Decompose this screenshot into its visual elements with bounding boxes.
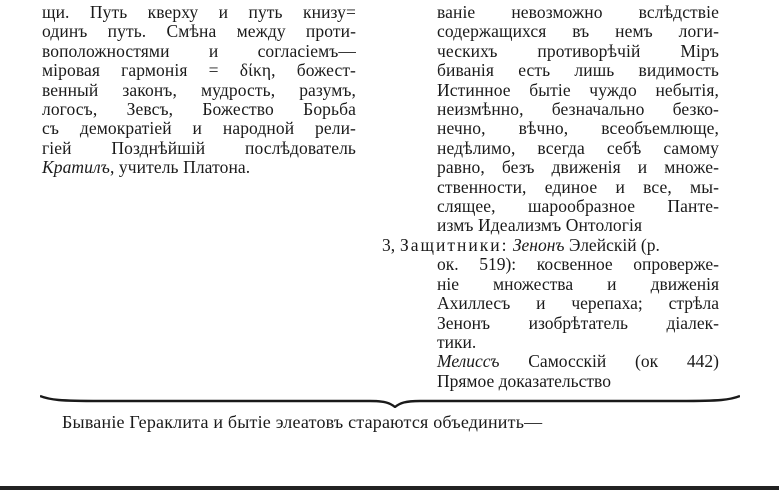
text-line: измъ Идеализмъ Онтологія: [437, 215, 643, 236]
text-line: равно, безъ движенія и множе-: [437, 157, 719, 178]
text-line: недѣлимо, всегда себѣ самому: [437, 137, 719, 158]
text-line: ческихъ противорѣчій Міръ: [437, 40, 719, 61]
kratyl-rest: , учитель Платона.: [109, 157, 251, 178]
text-line: нечно, вѣчно, всеобъемлюще,: [437, 118, 719, 139]
text-line-melissus: [437, 352, 719, 371]
right-column: [437, 3, 719, 236]
text-line: венный законъ, мудрость, разумъ,: [42, 79, 356, 100]
entry-body: [437, 255, 719, 391]
text-line: логосъ, Зевсъ, Божество Борьба: [42, 98, 356, 119]
text-line: неизмѣнно, безначально безко-: [437, 98, 719, 119]
bottom-rule: [0, 486, 779, 490]
text-line: одинъ путь. Смѣна между проти-: [42, 21, 356, 42]
melissus-rest: Самосскій (ок 442): [499, 351, 719, 372]
text-line: гіей Позднѣйшій послѣдователь: [42, 137, 356, 158]
text-line: слящее, шарообразное Пантe-: [437, 195, 719, 216]
horizontal-brace: [40, 394, 740, 408]
name-melissus: Мелиссъ: [437, 351, 500, 372]
text-line: биванія есть лишь видимость: [437, 60, 719, 81]
entry-first-line: [400, 236, 660, 255]
text-line: Зенонъ изобрѣтатель діалек-: [437, 312, 719, 333]
text-line: щи. Путь кверху и путь книзу=: [42, 2, 356, 22]
footer-text: Бываніе Гераклита и бытіе элеатовъ стараются объединить—: [62, 412, 543, 432]
name-zenon: Зенонъ: [512, 235, 565, 255]
text-line: ок. 519): косвенное опроверже-: [437, 254, 719, 275]
text-line: міровая гармонія = δίκη, божест-: [42, 60, 356, 81]
defenders-label: Защитники:: [400, 235, 509, 255]
text-line: ваніе невозможно вслѣдствіе: [437, 2, 719, 22]
left-column: [42, 3, 356, 178]
text-line: ственности, единое и все, мы-: [437, 176, 719, 197]
name-kratyl: Кратилъ: [42, 157, 110, 178]
text-line: воположностями и согласіемъ—: [42, 40, 356, 61]
text-line: Истинное бытіе чуждо небытія,: [437, 79, 719, 100]
entry-number: 3,: [382, 235, 396, 255]
text-line-kratyl: [42, 158, 356, 177]
text-line: съ демократіей и народной рели-: [42, 118, 356, 139]
text-line: Прямое доказательство: [437, 370, 611, 391]
zenon-rest: Элейскій (р.: [564, 235, 660, 255]
text-line: содержащихся въ немъ логи-: [437, 21, 719, 42]
text-line: ніе множества и движенія: [437, 273, 719, 294]
text-line: Ахиллесъ и черепаха; стрѣла: [437, 293, 719, 314]
text-line: тики.: [437, 331, 477, 352]
